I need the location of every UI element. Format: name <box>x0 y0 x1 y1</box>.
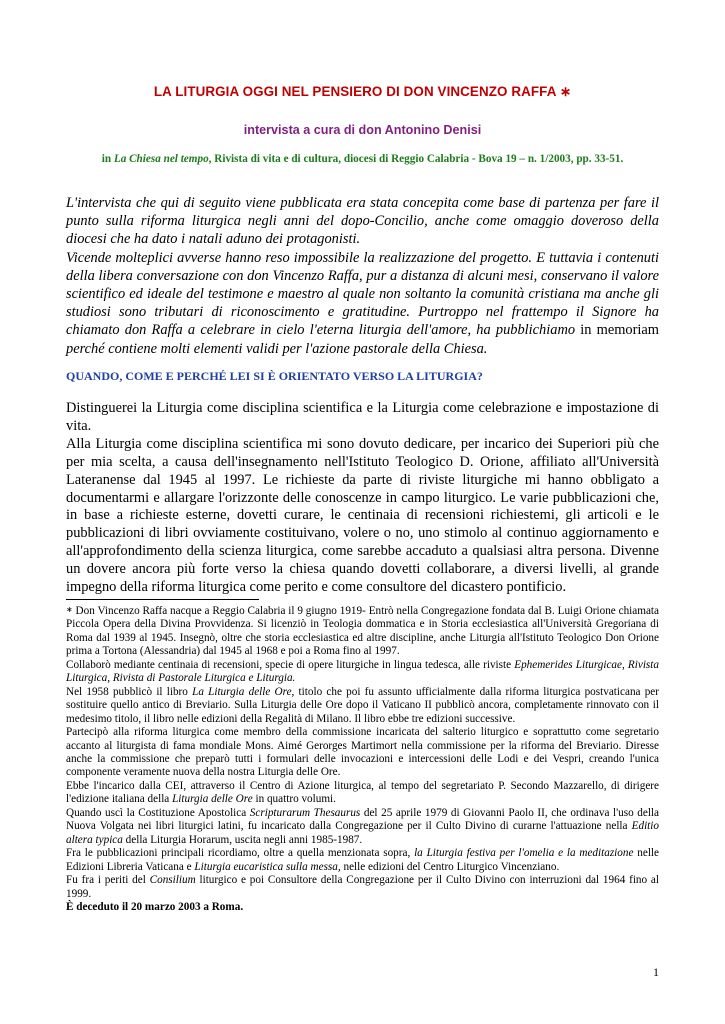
footnote-marker: ∗ <box>66 605 73 614</box>
footnote-6 <box>66 807 659 847</box>
footnote-6-text-end: della Liturgia Horarum, uscita negli anni 1985-1987. <box>122 833 363 846</box>
footnote-8-italic: Consilium <box>149 874 196 887</box>
footnote-6-text: Quando uscì la Costituzione Apostolica <box>66 806 250 819</box>
intro-p2-end: perché contiene molti elementi validi per l'azione pastorale della Chiesa. <box>66 340 488 357</box>
footnote-1-text: Don Vincenzo Raffa nacque a Reggio Calabria il 9 giugno 1919- Entrò nella Congregazione fondata dal B. Luigi Orione chiamata Piccola Opera della Divina Provvidenza. Si licenziò in Teologia dommatica e in Storia ecclesiastica all'Università Gregoriana di Roma dal 1939 al 1945. Insegnò, oltre che storia ecclesiastica ed altre discipline, anche Liturgia all'Istituto Teologico Don Orione prima a Tortona (Alessandria) dal 1945 al 1968 e poi a Roma fino al 1997. <box>66 605 659 658</box>
footnote-3-text-end: titolo che poi fu assunto ufficialmente dalla riforma liturgica postvaticana per sostituire quello antico di Breviario. Sulla Liturgia delle Ore dopo il Vaticano II pubblicò ancora, completamente rinnovato con il medesimo titolo, il libro nelle edizioni della Regalità di Milano. Il libro ebbe tre edizioni successive. <box>66 685 659 725</box>
intro-paragraph-1: L'intervista che qui di seguito viene pubblicata era stata concepita come base di partenza per fare il punto sulla riforma liturgica negli anni del dopo-Concilio, anche come omaggio doveroso della diocesi che ha dato i natali aduno dei protagonisti. <box>66 195 659 248</box>
footnotes <box>66 605 659 914</box>
source-journal: La Chiesa nel tempo <box>113 153 209 165</box>
footnote-2-italic: Ephemerides Liturgicae, Rivista Liturgica, Rivista di Pastorale Liturgica e Liturgia. <box>66 658 659 685</box>
footnote-5 <box>66 780 659 807</box>
intro-p2-text: Vicende molteplici avverse hanno reso impossibile la realizzazione del progetto. E tuttavia i contenuti della libera conversazione con don Vincenzo Raffa, pur a distanza di alcuni mesi, conservano il valore scientifico ed ideale del testimone e maestro al quale non soltanto la comunità cristiana ma anche gli studiosi sono tributari di riconoscimento e gratitudine. Purtroppo nel frattempo il Signore ha chiamato don Raffa a celebrare in cielo l'eterna liturgia dell'amore, ha pubblichiamo <box>66 249 659 339</box>
footnote-5-text-end: in quattro volumi. <box>252 793 336 806</box>
footnote-8-text-end: liturgico e poi Consultore della Congregazione per il Culto Divino con interruzioni dal 1964 fino al 1999. <box>66 874 660 900</box>
title-text: LA LITURGIA OGGI NEL PENSIERO DI DON VINCENZO RAFFA <box>153 84 556 99</box>
footnote-2 <box>66 659 659 686</box>
footnote-3 <box>66 686 659 726</box>
article-title <box>66 84 659 100</box>
source-citation <box>66 153 659 165</box>
footnote-3-italic: La Liturgia delle Ore, <box>192 685 295 698</box>
source-prefix: in <box>101 153 114 165</box>
answer-paragraph-1: Distinguerei la Liturgia come disciplina scientifica e la Liturgia come celebrazione e impostazione di vita. <box>66 400 659 434</box>
footnote-7-italic: la Liturgia festiva per l'omelia e la meditazione <box>414 847 634 860</box>
page-number: 1 <box>653 965 659 979</box>
intro-in-memoriam: in memoriam <box>575 322 659 339</box>
title-footnote-marker[interactable]: ∗ <box>559 84 572 99</box>
footnote-7 <box>66 847 659 874</box>
footnote-7-italic-2: Liturgia eucaristica sulla messa, <box>194 860 341 873</box>
footnote-6-italic: Scripturarum Thesaurus <box>249 806 361 819</box>
interview-answer <box>66 400 659 597</box>
footnote-6-italic-2: Editio altera typica <box>66 820 659 846</box>
footnote-5-text: Ebbe l'incarico dalla CEI, attraverso il Centro di Azione liturgica, al tempo del segretariato P. Secondo Mazzarello, di dirigere l'edizione italiana della <box>66 779 659 806</box>
footnote-4: Partecipò alla riforma liturgica come membro della commissione incaricata del salterio liturgico e soprattutto come segretario accanto al liturgista di fama mondiale Mons. Aimé Gerorges Martimort nella commissione per la riforma del Breviario. Diresse anche la commissione che preparò tutti i formulari delle invocazioni e intercessioni delle Lodi e dei Vespri, creando l'unica componente veramente nuova della nostra Liturgia delle Ore. <box>66 726 659 779</box>
source-details: , Rivista di vita e di cultura, diocesi di Reggio Calabria - Bova 19 – n. 1/2003, pp. 33-51. <box>208 153 624 165</box>
article-subtitle: intervista a cura di don Antonino Denisi <box>243 123 482 137</box>
footnote-2-text: Collaborò mediante centinaia di recensioni, specie di opere liturgiche in lingua tedesca, alle riviste <box>66 658 515 671</box>
answer-paragraph-2: Alla Liturgia come disciplina scientifica mi sono dovuto dedicare, per incarico dei Superiori più che per mia scelta, a causa dell'insegnamento nell'Istituto Teologico D. Orione, affiliato all'Università Lateranense dal 1945 al 1997. Le richieste da parte di riviste liturgiche mi hanno obbligato a documentarmi e allargare l'orizzonte delle conoscenze in campo liturgico. Le varie pubblicazioni che, in base a richieste esterne, dovetti curare, le centinaia di recensioni richiestemi, gli articoli e le pubblicazioni di libri ovviamente costituivano, volere o no, uno stimolo al continuo aggiornamento e all'approfondimento della scienza liturgica, come sarebbe accaduto a qualsiasi altra persona. Divenne un dovere ancora più forte verso la chiesa quando dovetti collaborare, a diversi livelli, al grande impegno della riforma liturgica come perito e come consultore del dicastero pontificio. <box>66 435 659 596</box>
footnote-9: È deceduto il 20 marzo 2003 a Roma. <box>66 900 244 913</box>
footnote-5-italic: Liturgia delle Ore <box>172 793 253 806</box>
footnote-8 <box>66 874 659 901</box>
footnote-1 <box>66 605 659 659</box>
footnote-6-text-mid: del 25 aprile 1979 di Giovanni Paolo II, che ordinava l'uso della Nuova Volgata nei libri liturgici latini, fu incaricato dalla Congregazione per il Culto Divino di curarne l'attuazione nella <box>66 806 660 833</box>
intro-paragraph-2 <box>66 249 659 358</box>
footnote-divider <box>66 599 259 600</box>
intro-section <box>66 194 659 358</box>
footnote-7-text-end: nelle edizioni del Centro Liturgico Vincenziano. <box>340 860 560 873</box>
footnote-7-text-mid: nelle Edizioni Libreria Vaticana e <box>66 847 659 873</box>
footnote-3-text: Nel 1958 pubblicò il libro <box>66 685 193 698</box>
footnote-8-text: Fu fra i periti del <box>66 874 150 887</box>
interview-question: QUANDO, COME E PERCHÉ LEI SI È ORIENTATO VERSO LA LITURGIA? <box>66 369 483 383</box>
footnote-7-text: Fra le pubblicazioni principali ricordiamo, oltre a quella menzionata sopra, <box>66 847 415 860</box>
